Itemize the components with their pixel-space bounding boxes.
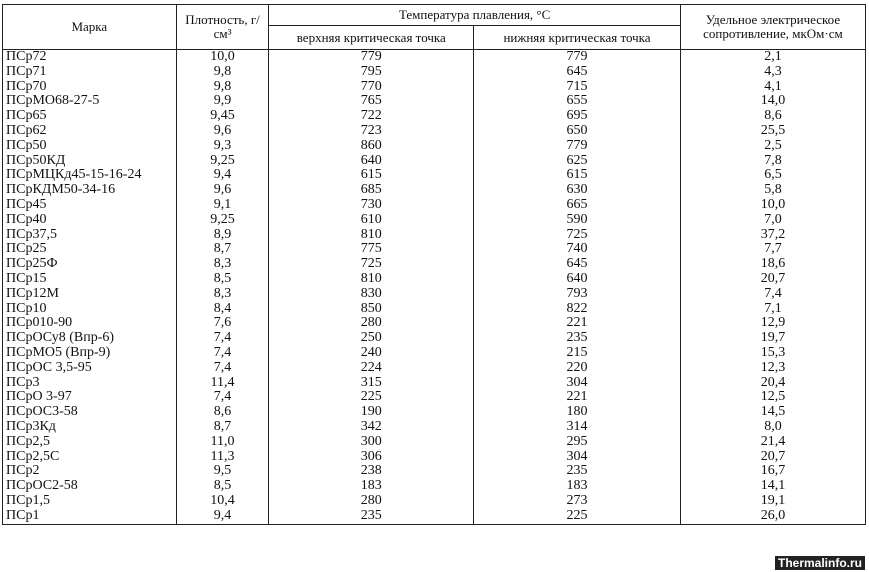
table-row [3, 272, 866, 287]
cell-lower: 215 [474, 346, 681, 361]
cell-upper: 300 [269, 435, 474, 450]
cell-upper: 250 [269, 331, 474, 346]
cell-resistivity: 12,3 [680, 361, 865, 376]
table-row [3, 139, 866, 154]
table-row [3, 331, 866, 346]
cell-resistivity: 15,3 [680, 346, 865, 361]
cell-density: 9,4 [176, 509, 269, 524]
table-row [3, 376, 866, 391]
table-row [3, 213, 866, 228]
table-row [3, 154, 866, 169]
cell-density: 8,4 [176, 302, 269, 317]
cell-upper: 860 [269, 139, 474, 154]
cell-resistivity: 12,5 [680, 390, 865, 405]
cell-density: 9,45 [176, 109, 269, 124]
cell-mark: ПСр10 [3, 302, 177, 317]
cell-density: 11,3 [176, 450, 269, 465]
cell-upper: 610 [269, 213, 474, 228]
cell-density: 8,5 [176, 272, 269, 287]
cell-upper: 235 [269, 509, 474, 524]
cell-density: 8,7 [176, 242, 269, 257]
table-body [3, 50, 866, 525]
cell-mark: ПСр45 [3, 198, 177, 213]
cell-upper: 315 [269, 376, 474, 391]
cell-resistivity: 12,9 [680, 316, 865, 331]
cell-resistivity: 37,2 [680, 228, 865, 243]
cell-mark: ПСр2 [3, 464, 177, 479]
cell-mark: ПСрОС 3,5-95 [3, 361, 177, 376]
cell-lower: 180 [474, 405, 681, 420]
table-row [3, 80, 866, 95]
cell-resistivity: 5,8 [680, 183, 865, 198]
table-row [3, 168, 866, 183]
header-row-top [3, 5, 866, 26]
cell-mark: ПСр25Ф [3, 257, 177, 272]
cell-mark: ПСр1 [3, 509, 177, 524]
cell-mark: ПСр15 [3, 272, 177, 287]
cell-upper: 770 [269, 80, 474, 95]
cell-mark: ПСрОСу8 (Впр-6) [3, 331, 177, 346]
cell-resistivity: 7,0 [680, 213, 865, 228]
cell-mark: ПСр3Кд [3, 420, 177, 435]
cell-resistivity: 6,5 [680, 168, 865, 183]
cell-resistivity: 4,3 [680, 65, 865, 80]
cell-lower: 650 [474, 124, 681, 139]
cell-density: 9,4 [176, 168, 269, 183]
table-row [3, 316, 866, 331]
cell-upper: 795 [269, 65, 474, 80]
table-row [3, 242, 866, 257]
cell-resistivity: 8,6 [680, 109, 865, 124]
table-row [3, 257, 866, 272]
cell-upper: 765 [269, 94, 474, 109]
cell-lower: 793 [474, 287, 681, 302]
cell-mark: ПСр2,5 [3, 435, 177, 450]
cell-mark: ПСр010-90 [3, 316, 177, 331]
cell-upper: 342 [269, 420, 474, 435]
cell-upper: 810 [269, 272, 474, 287]
cell-resistivity: 21,4 [680, 435, 865, 450]
cell-lower: 625 [474, 154, 681, 169]
table-row [3, 287, 866, 302]
cell-mark: ПСр2,5С [3, 450, 177, 465]
cell-density: 9,25 [176, 213, 269, 228]
table-row [3, 198, 866, 213]
cell-upper: 725 [269, 257, 474, 272]
cell-lower: 640 [474, 272, 681, 287]
cell-upper: 306 [269, 450, 474, 465]
cell-density: 9,6 [176, 183, 269, 198]
table-row [3, 464, 866, 479]
cell-upper: 225 [269, 390, 474, 405]
header-mark: Марка [3, 5, 177, 50]
cell-resistivity: 20,7 [680, 272, 865, 287]
cell-upper: 238 [269, 464, 474, 479]
cell-density: 8,7 [176, 420, 269, 435]
cell-density: 8,3 [176, 257, 269, 272]
cell-lower: 615 [474, 168, 681, 183]
cell-density: 9,3 [176, 139, 269, 154]
cell-density: 7,4 [176, 331, 269, 346]
cell-upper: 722 [269, 109, 474, 124]
cell-resistivity: 7,4 [680, 287, 865, 302]
cell-lower: 715 [474, 80, 681, 95]
cell-resistivity: 2,5 [680, 139, 865, 154]
cell-lower: 221 [474, 316, 681, 331]
cell-resistivity: 4,1 [680, 80, 865, 95]
cell-lower: 630 [474, 183, 681, 198]
table-row [3, 124, 866, 139]
table-row [3, 405, 866, 420]
cell-lower: 695 [474, 109, 681, 124]
cell-density: 9,9 [176, 94, 269, 109]
cell-mark: ПСрМО5 (Впр-9) [3, 346, 177, 361]
cell-resistivity: 14,0 [680, 94, 865, 109]
cell-resistivity: 7,1 [680, 302, 865, 317]
watermark: Thermalinfo.ru [775, 556, 865, 570]
table-row [3, 479, 866, 494]
cell-lower: 725 [474, 228, 681, 243]
cell-resistivity: 7,8 [680, 154, 865, 169]
cell-density: 10,0 [176, 50, 269, 65]
header-resistivity: Удельное электрическое сопротивление, мкОм·см [680, 5, 865, 50]
cell-mark: ПСрО 3-97 [3, 390, 177, 405]
table-row [3, 346, 866, 361]
cell-upper: 779 [269, 50, 474, 65]
cell-mark: ПСр37,5 [3, 228, 177, 243]
cell-mark: ПСр72 [3, 50, 177, 65]
header-melt-temp: Температура плавления, °С [269, 5, 680, 26]
cell-upper: 615 [269, 168, 474, 183]
cell-lower: 225 [474, 509, 681, 524]
cell-mark: ПСрКДМ50-34-16 [3, 183, 177, 198]
cell-mark: ПСр25 [3, 242, 177, 257]
cell-density: 10,4 [176, 494, 269, 509]
table-row [3, 435, 866, 450]
cell-resistivity: 16,7 [680, 464, 865, 479]
cell-upper: 280 [269, 494, 474, 509]
cell-lower: 822 [474, 302, 681, 317]
cell-density: 9,1 [176, 198, 269, 213]
cell-mark: ПСр40 [3, 213, 177, 228]
cell-lower: 645 [474, 257, 681, 272]
table-row [3, 302, 866, 317]
cell-upper: 685 [269, 183, 474, 198]
cell-mark: ПСрМЦКд45-15-16-24 [3, 168, 177, 183]
cell-resistivity: 26,0 [680, 509, 865, 524]
cell-density: 9,8 [176, 80, 269, 95]
cell-density: 9,8 [176, 65, 269, 80]
cell-mark: ПСр65 [3, 109, 177, 124]
table-row [3, 183, 866, 198]
cell-mark: ПСр70 [3, 80, 177, 95]
cell-mark: ПСр62 [3, 124, 177, 139]
cell-upper: 830 [269, 287, 474, 302]
cell-resistivity: 7,7 [680, 242, 865, 257]
cell-lower: 665 [474, 198, 681, 213]
cell-upper: 224 [269, 361, 474, 376]
cell-mark: ПСр50КД [3, 154, 177, 169]
cell-mark: ПСрМО68-27-5 [3, 94, 177, 109]
cell-density: 7,6 [176, 316, 269, 331]
cell-resistivity: 8,0 [680, 420, 865, 435]
table-row [3, 390, 866, 405]
cell-density: 11,0 [176, 435, 269, 450]
cell-upper: 730 [269, 198, 474, 213]
cell-density: 8,6 [176, 405, 269, 420]
cell-lower: 183 [474, 479, 681, 494]
cell-resistivity: 20,4 [680, 376, 865, 391]
cell-lower: 314 [474, 420, 681, 435]
cell-upper: 183 [269, 479, 474, 494]
cell-resistivity: 20,7 [680, 450, 865, 465]
cell-density: 8,9 [176, 228, 269, 243]
cell-mark: ПСр71 [3, 65, 177, 80]
cell-mark: ПСрОС3-58 [3, 405, 177, 420]
table-row [3, 94, 866, 109]
cell-lower: 273 [474, 494, 681, 509]
cell-lower: 220 [474, 361, 681, 376]
cell-mark: ПСр1,5 [3, 494, 177, 509]
cell-density: 8,3 [176, 287, 269, 302]
cell-mark: ПСр3 [3, 376, 177, 391]
cell-lower: 235 [474, 464, 681, 479]
cell-lower: 295 [474, 435, 681, 450]
cell-density: 9,6 [176, 124, 269, 139]
cell-resistivity: 25,5 [680, 124, 865, 139]
cell-lower: 779 [474, 139, 681, 154]
cell-lower: 235 [474, 331, 681, 346]
header-upper: верхняя критическая точка [269, 26, 474, 50]
cell-mark: ПСр50 [3, 139, 177, 154]
cell-density: 7,4 [176, 361, 269, 376]
cell-lower: 304 [474, 376, 681, 391]
cell-upper: 723 [269, 124, 474, 139]
cell-density: 11,4 [176, 376, 269, 391]
table-row [3, 50, 866, 65]
table-row [3, 65, 866, 80]
cell-resistivity: 18,6 [680, 257, 865, 272]
cell-upper: 775 [269, 242, 474, 257]
table-row [3, 361, 866, 376]
table-row [3, 494, 866, 509]
cell-density: 7,4 [176, 390, 269, 405]
cell-lower: 655 [474, 94, 681, 109]
cell-density: 9,5 [176, 464, 269, 479]
cell-upper: 850 [269, 302, 474, 317]
cell-upper: 190 [269, 405, 474, 420]
cell-resistivity: 2,1 [680, 50, 865, 65]
cell-resistivity: 10,0 [680, 198, 865, 213]
cell-upper: 240 [269, 346, 474, 361]
cell-lower: 304 [474, 450, 681, 465]
cell-resistivity: 19,7 [680, 331, 865, 346]
solder-properties-table [2, 4, 866, 525]
cell-density: 8,5 [176, 479, 269, 494]
cell-upper: 640 [269, 154, 474, 169]
cell-lower: 645 [474, 65, 681, 80]
cell-density: 9,25 [176, 154, 269, 169]
table-row [3, 109, 866, 124]
cell-lower: 590 [474, 213, 681, 228]
cell-lower: 221 [474, 390, 681, 405]
cell-mark: ПСрОС2-58 [3, 479, 177, 494]
cell-lower: 779 [474, 50, 681, 65]
table-row [3, 420, 866, 435]
cell-upper: 280 [269, 316, 474, 331]
table-row [3, 450, 866, 465]
cell-resistivity: 19,1 [680, 494, 865, 509]
header-density: Плотность, г/см³ [176, 5, 269, 50]
cell-resistivity: 14,5 [680, 405, 865, 420]
table-row [3, 509, 866, 524]
cell-resistivity: 14,1 [680, 479, 865, 494]
table-row [3, 228, 866, 243]
cell-density: 7,4 [176, 346, 269, 361]
cell-upper: 810 [269, 228, 474, 243]
header-lower: нижняя критическая точка [474, 26, 681, 50]
cell-lower: 740 [474, 242, 681, 257]
cell-mark: ПСр12М [3, 287, 177, 302]
